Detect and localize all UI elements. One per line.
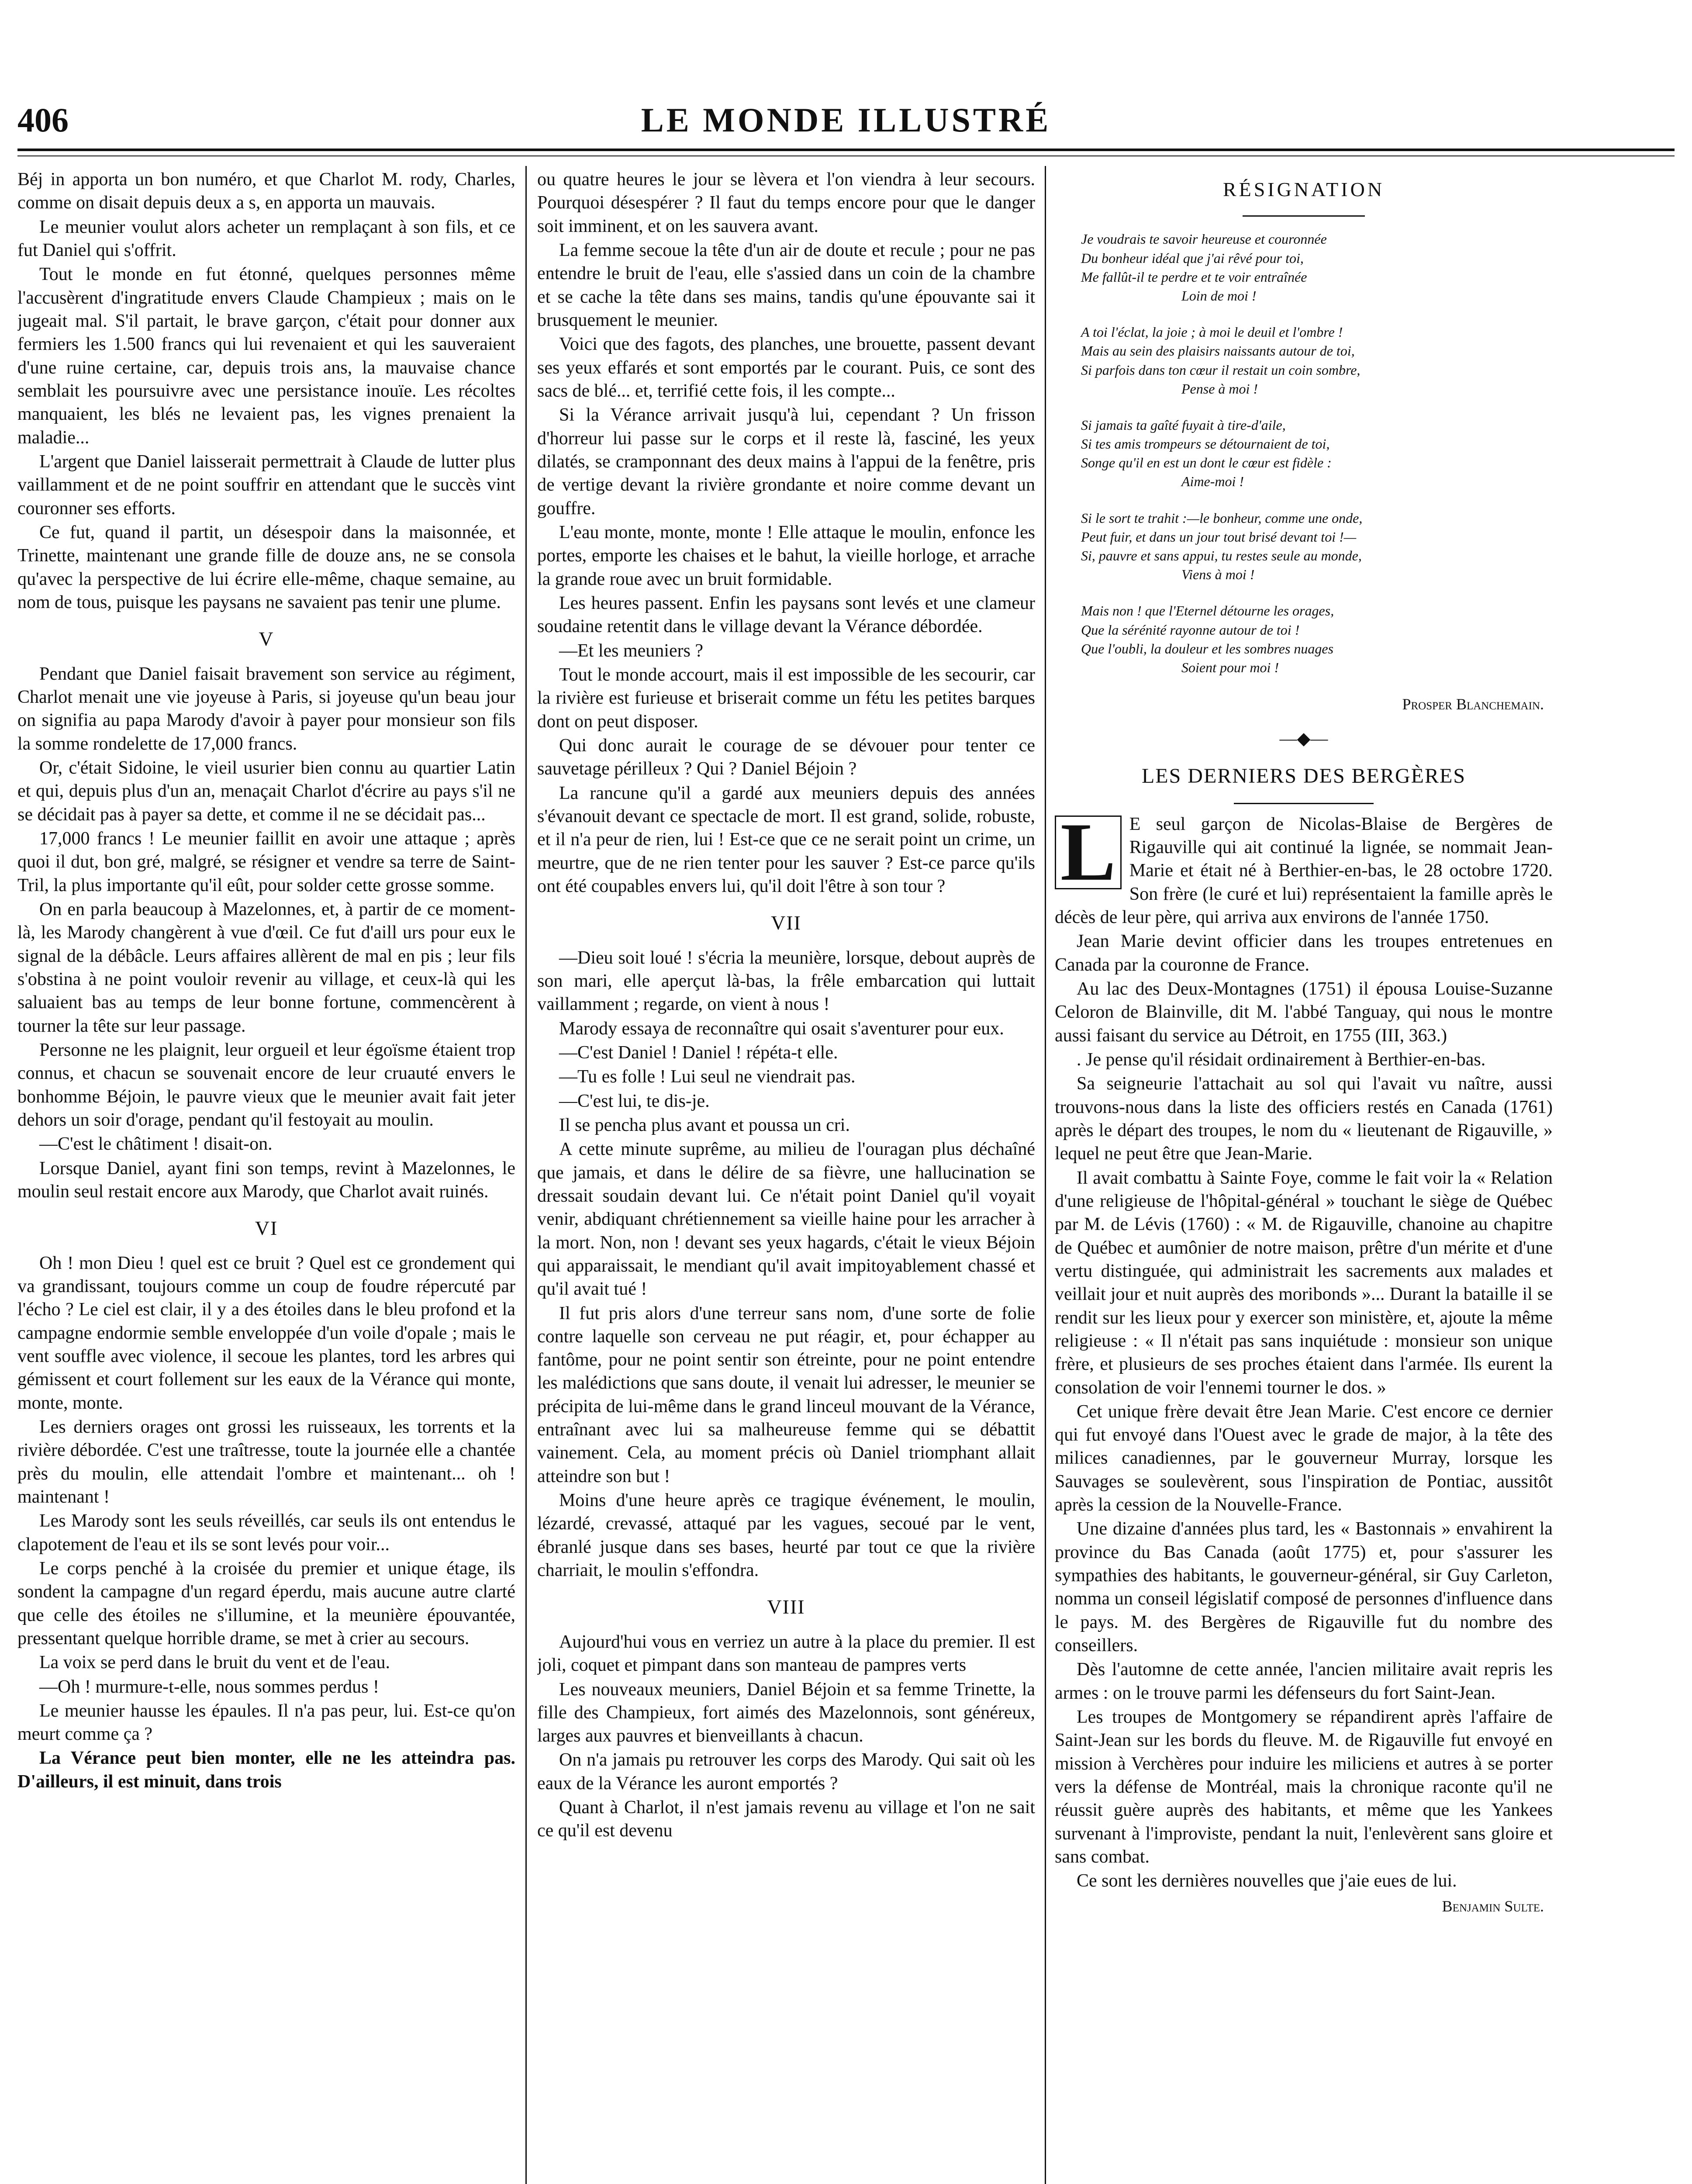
paragraph: —C'est lui, te dis-je. [559, 1091, 710, 1111]
column-3 [1055, 168, 1553, 2184]
drop-cap: L [1055, 816, 1122, 890]
paragraph: Il fut pris alors d'une terreur sans nom, d'une sorte de folie contre laquelle son cerveau ne put réagir, et, pour échapper au fantôme, pour ne point sentir son étreinte, pour ne point entendre les malédictions que sans doute, il venait lui adresser, le meunier se précipita de lui-même dans le grand linceul mouvant de la Vérance, entraînant avec lui sa malheureuse femme qui se débattit vainement. Cela, au moment précis où Daniel triomphant allait atteindre son but ! [537, 1303, 1035, 1486]
paragraph: Les heures passent. Enfin les paysans sont levés et une clameur soudaine retentit dans le village devant la Vérance débordée. [537, 593, 1035, 637]
paragraph: Au lac des Deux-Montagnes (1751) il épousa Louise-Suzanne Celoron de Blainville, dit M. l'abbé Tanguay, qui nous le montre aussi faisant du service au Détroit, en 1755 (III, 363.) [1055, 978, 1553, 1046]
article-title: LES DERNIERS DES BERGÈRES [1141, 764, 1466, 788]
paragraph: A cette minute suprême, au milieu de l'ouragan plus déchaîné que jamais, et dans le délire de sa fièvre, une hallucination se dressait soudain devant lui. Ce n'était point Daniel qu'il voyait venir, abdiquant chrétiennement sa vieille haine pour les arracher à la mort. Non, non ! devant ses yeux hagards, c'était le vieux Béjoin qui apparaissait, le mendiant qu'il avait impitoyablement chassé et qu'il avait tué ! [537, 1139, 1035, 1299]
paragraph: —Tu es folle ! Lui seul ne viendrait pas. [559, 1067, 856, 1087]
poem-line: Viens à moi ! [1181, 567, 1255, 583]
paragraph: Personne ne les plaignit, leur orgueil et leur égoïsme étaient trop connus, et chacun se souvenait encore de leur cruauté envers le bonhomme Béjoin, le pauvre vieux que le meunier avait fait jeter dehors un soir d'orage, pendant qu'il festoyait au moulin. [17, 1040, 515, 1130]
paragraph: On n'a jamais pu retrouver les corps des Marody. Qui sait où les eaux de la Vérance les auront emportés ? [537, 1750, 1035, 1794]
paragraph: Quant à Charlot, il n'est jamais revenu au village et l'on ne sait ce qu'il est devenu [537, 1797, 1035, 1841]
paragraph: Tout le monde en fut étonné, quelques personnes même l'accusèrent d'ingratitude envers Claude Champieux ; mais on le jugeait mal. S'il partait, le brave garçon, c'était pour donner aux fermiers les 1.500 francs qui lui revenaient et qui les sauveraient d'une ruine certaine, car, depuis trois ans, la mauvaise chance semblait les poursuivre avec une persistance inouïe. Les récoltes manquaient, les blés ne levaient pas, les vignes prenaient la maladie... [17, 264, 515, 448]
paragraph: Le meunier hausse les épaules. Il n'a pas peur, lui. Est-ce qu'on meurt comme ça ? [17, 1700, 515, 1745]
paragraph: —C'est Daniel ! Daniel ! répéta-t elle. [559, 1042, 838, 1063]
paragraph: Oh ! mon Dieu ! quel est ce bruit ? Quel est ce grondement qui va grandissant, toujours comme un coup de foudre répercuté par l'écho ? Le ciel est clair, il y a des étoiles dans le bleu profond et la campagne endormie semble enveloppée d'un voile d'opale ; mais le vent souffle avec violence, il secoue les plantes, tord les arbres qui gémissent et court follement sur les eaux de la Vérance qui monte, monte, monte. [17, 1253, 515, 1413]
paragraph-text: E seul garçon de Nicolas-Blaise de Bergères de Rigauville qui ait continué la lignée, se nommait Jean-Marie et était né à Berthier-en-bas, le 28 octobre 1720. Son frère (le curé et lui) représentaient la famille après le décès de leur père, qui arriva aux environs de l'année 1750. [1055, 814, 1553, 927]
article-author: Benjamin Sulte. [1442, 1897, 1544, 1915]
column-1-block-b [17, 663, 515, 1204]
poem-line: Si jamais ta gaîté fuyait à tire-d'aile, [1081, 417, 1286, 433]
poem-title: RÉSIGNATION [1222, 178, 1385, 200]
section-heading-vi: VI [255, 1217, 278, 1240]
poem-line: Pense à moi ! [1181, 380, 1258, 397]
paragraph: Les derniers orages ont grossi les ruisseaux, les torrents et la rivière débordée. C'est une traîtresse, toute la journée elle a chantée près du moulin, elle attendait l'ombre et maintenant... oh ! maintenant ! [17, 1417, 515, 1507]
poem-line: Aime-moi ! [1181, 473, 1244, 490]
section-heading-v: V [259, 628, 274, 650]
paragraph: L'eau monte, monte, monte ! Elle attaque le moulin, enfonce les portes, emporte les chaises et le bahut, la vieille horloge, et arrache la grande roue avec un bruit formidable. [537, 522, 1035, 589]
paragraph: Sa seigneurie l'attachait au sol qui l'avait vu naître, aussi trouvons-nous dans la liste des officiers restés en Canada (1761) après le départ des troupes, le nom du « lieutenant de Rigauville, » lequel ne peut être que Jean-Marie. [1055, 1074, 1553, 1164]
poem-stanza [1081, 509, 1553, 584]
column-2-block-a [537, 168, 1035, 898]
poem-line: Si tes amis trompeurs se détournaient de toi, [1081, 436, 1330, 452]
paragraph: Les nouveaux meuniers, Daniel Béjoin et sa femme Trinette, la fille des Champieux, fort aimés des Mazelonnois, sont généreux, larges aux pauvres et bienveillants à chacun. [537, 1679, 1035, 1746]
paragraph: L'argent que Daniel laisserait permettrait à Claude de lutter plus vaillamment et de ne point souffrir en attendant que le succès vint couronner ses efforts. [17, 451, 515, 518]
poem-line: Soient pour moi ! [1181, 659, 1279, 675]
article-first-paragraph [1055, 806, 1553, 930]
column-divider [525, 166, 527, 2184]
poem-line: Mais non ! que l'Eternel détourne les orages, [1081, 603, 1334, 619]
poem-author: Prosper Blanchemain. [1402, 695, 1544, 713]
paragraph: Il avait combattu à Sainte Foye, comme le fait voir la « Relation d'une religieuse de l'hôpital-général » touchant le siège de Québec par M. de Lévis (1760) : « M. de Rigauville, chanoine au chapitre de Québec et aumônier de notre maison, prêtre d'un mérite et d'une vertu distinguée, qui administrait les sacrements aux malades et veillait jour et nuit auprès des moribonds »... Durant la bataille il se rendit sur les lieux pour y exercer son ministère, et, ajoute la même religieuse : « Il n'était pas sans inquiétude : monsieur son unique frère, et plusieurs de ses proches étaient dans l'armée. Ils eurent la consolation de voir l'ennemi tourner le dos. » [1055, 1168, 1553, 1398]
article-title-rule [1234, 803, 1374, 804]
poem-stanza [1081, 323, 1553, 398]
poem-stanza [1081, 601, 1553, 677]
poem-line: Peut fuir, et dans un jour tout brisé devant toi !— [1081, 529, 1357, 545]
column-divider [1045, 166, 1046, 2184]
poem-line: A toi l'éclat, la joie ; à moi le deuil et l'ombre ! [1081, 324, 1343, 340]
paragraph: Tout le monde accourt, mais il est impossible de les secourir, car la rivière est furieuse et briserait comme un fétu les petites barques dont on peut disposer. [537, 664, 1035, 732]
paragraph: Si la Vérance arrivait jusqu'à lui, cependant ? Un frisson d'horreur lui passe sur le corps et il reste là, fasciné, les yeux dilatés, se cramponnant des deux mains à l'appui de la fenêtre, pris de vertige devant la rivière grondante et noire comme devant un gouffre. [537, 405, 1035, 518]
paragraph: —Oh ! murmure-t-elle, nous sommes perdus ! [39, 1676, 380, 1697]
poem-line: Si, pauvre et sans appui, tu restes seule au monde, [1081, 548, 1362, 564]
section-heading-viii: VIII [767, 1596, 805, 1618]
paragraph: Béj in apporta un bon numéro, et que Charlot M. rody, Charles, comme on disait depuis deux a s, en apporta un mauvais. [17, 169, 515, 213]
poem-line: Mais au sein des plaisirs naissants autour de toi, [1081, 343, 1355, 359]
paragraph: ou quatre heures le jour se lèvera et l'on viendra à leur secours. Pourquoi désespérer ? Il faut du temps encore pour que le danger soit imminent, et on les sauvera avant. [537, 169, 1035, 236]
poem-line: Si parfois dans ton cœur il restait un coin sombre, [1081, 362, 1361, 378]
paragraph: —Et les meuniers ? [559, 640, 704, 661]
paragraph: Ce sont les dernières nouvelles que j'aie eues de lui. [1077, 1871, 1457, 1891]
paragraph: La Vérance peut bien monter, elle ne les atteindra pas. D'ailleurs, il est minuit, dans trois [17, 1748, 515, 1792]
paragraph: La femme secoue la tête d'un air de doute et recule ; pour ne pas entendre le bruit de l'eau, elle s'assied dans un coin de la chambre et se cache la tête dans ses mains, tandis qu'une épouvante sai it brusquement le meunier. [537, 240, 1035, 330]
paragraph: Une dizaine d'années plus tard, les « Bastonnais » envahirent la province du Bas Canada (août 1775) et, pour s'assurer les sympathies des habitants, le gouverneur-général, sir Guy Carleton, nomma un conseil législatif composé de personnes d'influence dans le pays. M. des Bergères de Rigauville fut du nombre des conseillers. [1055, 1519, 1553, 1656]
poem-line: Que la sérénité rayonne autour de toi ! [1081, 622, 1300, 638]
paragraph: —Dieu soit loué ! s'écria la meunière, lorsque, debout auprès de son mari, elle aperçut là-bas, la frêle embarcation qui luttait vaillamment ; regarde, on vient à nous ! [537, 947, 1035, 1015]
journal-title: LE MONDE ILLUSTRÉ [641, 101, 1051, 139]
paragraph: Qui donc aurait le courage de se dévouer pour tenter ce sauvetage périlleux ? Qui ? Daniel Béjoin ? [537, 735, 1035, 779]
poem-stanza [1081, 230, 1553, 305]
column-1-block-c [17, 1252, 515, 1794]
paragraph: —C'est le châtiment ! disait-on. [39, 1134, 273, 1154]
ornament-divider: —◆— [1279, 728, 1328, 748]
column-2-block-c [537, 1631, 1035, 1843]
paragraph: Ce fut, quand il partit, un désespoir dans la maisonnée, et Trinette, maintenant une grande fille de douze ans, ne se consola qu'avec la perspective de lui écrire elle-même, chaque semaine, au nom de tous, puisque les paysans ne savaient pas tenir une plume. [17, 522, 515, 612]
poem-line: Je voudrais te savoir heureuse et couronnée [1081, 231, 1327, 247]
poem-line: Loin de moi ! [1181, 287, 1257, 304]
header-rule [17, 149, 1675, 151]
poem-stanza [1081, 416, 1553, 491]
paragraph: Les troupes de Montgomery se répandirent après l'affaire de Saint-Jean sur les bords du fleuve. M. de Rigauville fut envoyé en mission à Verchères pour induire les miliciens et autres à se porter vers la défense de Montréal, mais la chronique raconte qu'il ne réussit guère auprès des habitants, et même que les Yankees survenant à l'improviste, pendant la nuit, l'enlevèrent sans gloire et sans combat. [1055, 1707, 1553, 1867]
poem-line: Songe qu'il en est un dont le cœur est fidèle : [1081, 455, 1332, 471]
paragraph: Le corps penché à la croisée du premier et unique étage, ils sondent la campagne d'un regard éperdu, mais aucune autre clarté que celle des étoiles ne s'illumine, et la meunière épouvantée, pressentant quelque horrible drame, se met à crier au secours. [17, 1558, 515, 1648]
paragraph: La voix se perd dans le bruit du vent et de l'eau. [39, 1652, 390, 1673]
poem-line: Me fallût-il te perdre et te voir entraînée [1081, 269, 1307, 285]
paragraph: Marody essaya de reconnaître qui osait s'aventurer pour eux. [559, 1018, 1004, 1039]
paragraph: Dès l'automne de cette année, l'ancien militaire avait repris les armes : on le trouve parmi les défenseurs du fort Saint-Jean. [1055, 1659, 1553, 1703]
column-1 [17, 168, 515, 2184]
paragraph: La rancune qu'il a gardé aux meuniers depuis des années s'évanouit devant ce spectacle de mort. Il est grand, solide, robuste, et il n'a peur de rien, lui ! Est-ce que ce ne serait point un crime, un meurtre, que de ne rien tenter pour les sauver ? Est-ce parce qu'ils ont été coupables envers lui, qu'il doit l'être à son tour ? [537, 783, 1035, 896]
paragraph: Moins d'une heure après ce tragique événement, le moulin, lézardé, crevassé, attaqué par les vagues, secoué par le vent, ébranlé jusque dans ses bases, heurté par tout ce que la rivière charriait, le moulin s'effondra. [537, 1490, 1035, 1581]
column-1-block-a [17, 168, 515, 614]
paragraph: On en parla beaucoup à Mazelonnes, et, à partir de ce moment-là, les Marody changèrent à vue d'œil. Ce fut d'aill urs pour eux le signal de la débâcle. Leurs affaires allèrent de mal en pis ; leur fils s'obstina à ne point vouloir revenir au village, et ceux-là qui les saluaient bas au temps de leur bonne fortune, commencèrent à tourner la tête sur leur passage. [17, 899, 515, 1036]
paragraph: Pendant que Daniel faisait bravement son service au régiment, Charlot menait une vie joyeuse à Paris, si joyeuse qu'un beau jour on signifia au papa Marody d'avoir à payer pour monsieur son fils la somme rondelette de 17,000 francs. [17, 663, 515, 754]
masthead [17, 87, 1675, 153]
column-2 [537, 168, 1035, 2184]
paragraph: Il se pencha plus avant et poussa un cri. [559, 1115, 850, 1135]
section-heading-vii: VII [771, 912, 801, 934]
paragraph: Lorsque Daniel, ayant fini son temps, revint à Mazelonnes, le moulin seul restait encore aux Marody, que Charlot avait ruinés. [17, 1158, 515, 1202]
poem-line: Du bonheur idéal que j'ai rêvé pour toi, [1081, 250, 1304, 266]
poem-title-rule [1243, 215, 1365, 217]
paragraph: . Je pense qu'il résidait ordinairement à Berthier-en-bas. [1077, 1049, 1486, 1070]
paragraph: Le meunier voulut alors acheter un remplaçant à son fils, et ce fut Daniel qui s'offrit. [17, 217, 515, 260]
paragraph: 17,000 francs ! Le meunier faillit en avoir une attaque ; après quoi il dut, bon gré, malgré, se résigner et vendre sa terre de Saint-Tril, la plus importante qu'il eût, pour solder cette grosse somme. [17, 828, 515, 895]
poem-line: Si le sort te trahit :—le bonheur, comme une onde, [1081, 510, 1363, 526]
paragraph: Or, c'était Sidoine, le vieil usurier bien connu au quartier Latin et qui, depuis plus d'un an, menaçait Charlot d'écrire au pays s'il ne se décidait pas à payer sa dette, et comme il ne se décidait pas... [17, 757, 515, 825]
page-number: 406 [17, 101, 69, 139]
paragraph: Voici que des fagots, des planches, une brouette, passent devant ses yeux effarés et sont emportés par le courant. Puis, ce sont des sacs de blé... et, terrifié cette fois, il les compte... [537, 334, 1035, 401]
column-2-block-b [537, 947, 1035, 1583]
poem-line: Que l'oubli, la douleur et les sombres nuages [1081, 640, 1334, 657]
paragraph: Aujourd'hui vous en verriez un autre à la place du premier. Il est joli, coquet et pimpant dans son manteau de pampres verts [537, 1631, 1035, 1676]
paragraph: Les Marody sont les seuls réveillés, car seuls ils ont entendus le clapotement de l'eau et ils se sont levés pour voir... [17, 1511, 515, 1555]
paragraph: Jean Marie devint officier dans les troupes entretenues en Canada par la couronne de France. [1055, 931, 1553, 975]
paragraph: Cet unique frère devait être Jean Marie. C'est encore ce dernier qui fut envoyé dans l'Ouest avec le grade de major, à la tête des milices canadiennes, par le gouverneur Murray, lorsque les Sauvages se soulevèrent, sous l'inspiration de Pontiac, aussitôt après la cession de la Nouvelle-France. [1055, 1401, 1553, 1515]
